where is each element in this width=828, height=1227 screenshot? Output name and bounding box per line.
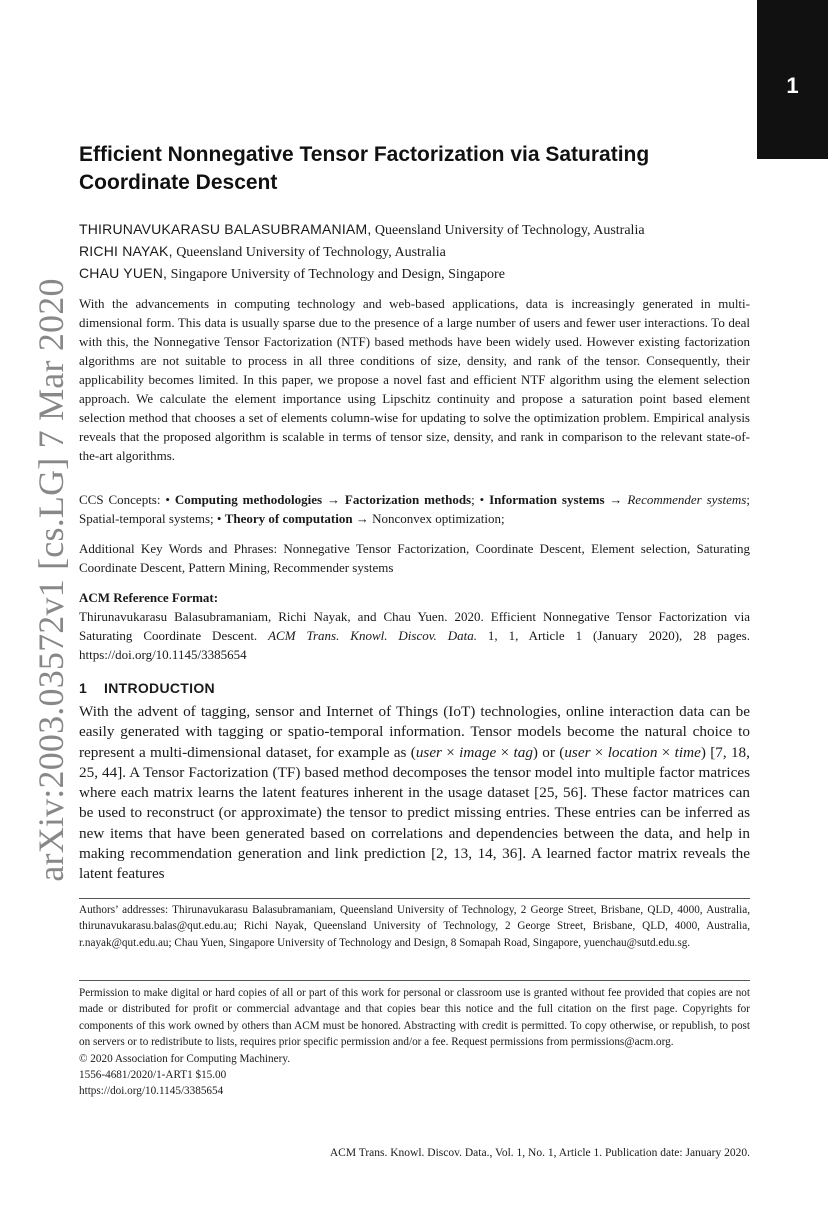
acm-reference-citation: Thirunavukarasu Balasubramaniam, Richi Nayak, and Chau Yuen. 2020. Efficient Nonnegative Tensor Factorization via Saturating Coordinate Descent. — [79, 609, 750, 643]
ccs-label: CCS Concepts: — [79, 492, 166, 507]
issn-line: 1556-4681/2020/1-ART1 $15.00 — [79, 1069, 227, 1082]
math-term: time — [674, 743, 701, 761]
ccs-concept-sub: Recommender systems — [627, 492, 747, 507]
keywords: Additional Key Words and Phrases: Nonnegative Tensor Factorization, Coordinate Descent, Element selection, Saturating Coordinate Descent, Pattern Mining, Recommender systems — [79, 541, 750, 575]
permission-notice: Permission to make digital or hard copies of all or part of this work for personal or classroom use is granted without fee provided that copies are not made or distributed for profit or commercial advantage and that copies bear this notice and the full citation on the first page. Copyrights for components of this work owned by others than ACM must be honored. Abstracting with credit is permitted. To copy otherwise, or republish, to post on servers or to redistribute to lists, requires prior specific permission and/or a fee. Request permissions from permissions@acm.org. — [79, 987, 750, 1049]
arxiv-identifier: arXiv:2003.03572v1 [cs.LG] 7 Mar 2020 — [31, 278, 71, 882]
author-affiliation: Queensland University of Technology, Australia — [371, 223, 645, 238]
math-times: × — [441, 743, 460, 761]
author-name: CHAU YUEN, — [79, 265, 168, 281]
acm-reference-text — [79, 607, 750, 664]
acm-reference-heading: ACM Reference Format: — [79, 590, 219, 605]
ccs-concept-rest: → Nonconvex optimization; — [352, 511, 505, 526]
author-name: THIRUNAVUKARASU BALASUBRAMANIAM, — [79, 221, 372, 237]
author-line — [79, 263, 759, 285]
math-term: user — [415, 743, 442, 761]
running-footer: ACM Trans. Knowl. Discov. Data., Vol. 1, No. 1, Article 1. Publication date: January 2020. — [329, 1147, 750, 1159]
ccs-concept-rest: ; Spatial-temporal systems; — [79, 492, 750, 526]
math-term: image — [459, 743, 497, 761]
math-term: tag — [513, 743, 533, 761]
math-times: × — [590, 743, 608, 761]
author-line — [79, 241, 759, 263]
ccs-concept-main: Information systems → — [489, 492, 623, 507]
section-number: 1 — [79, 680, 88, 696]
ccs-separator: ; — [471, 492, 480, 507]
doi-line: https://doi.org/10.1145/3385654 — [79, 1085, 224, 1098]
intro-text: With the advent of tagging, sensor and Internet of Things (IoT) technologies, online interaction data can be easily generated with tagging or spatio-temporal information. Tensor models become the natural choice to represent a multi-dimensional dataset, for example as ( — [79, 703, 750, 761]
author-affiliation: Queensland University of Technology, Australia — [172, 245, 446, 260]
permission-block — [79, 985, 750, 1100]
math-times: × — [657, 743, 675, 761]
page-number: 1 — [786, 73, 799, 98]
ccs-bullet: • — [479, 492, 490, 507]
intro-paragraph — [79, 702, 750, 885]
acm-reference-details: 1, 1, Article 1 (January 2020), 28 pages. https://doi.org/10.1145/3385654 — [79, 628, 750, 662]
math-times: × — [496, 743, 514, 761]
author-affiliation: Singapore University of Technology and Design, Singapore — [167, 267, 505, 282]
ccs-concept-main: Computing methodologies → Factorization methods — [174, 492, 472, 507]
section-heading — [79, 678, 215, 698]
acm-reference-journal: ACM Trans. Knowl. Discov. Data. — [268, 628, 477, 643]
paper-title: Efficient Nonnegative Tensor Factorization via Saturating Coordinate Descent — [79, 143, 650, 194]
section-title: INTRODUCTION — [104, 680, 215, 696]
authors-addresses: Authors’ addresses: Thirunavukarasu Balasubramaniam, Queensland University of Technology, 2 George Street, Brisbane, QLD, 4000, Australia, thirunavukarasu.balas@qut.edu.au; Richi Nayak, Queensland University of Technology, 2 George Street, Brisbane, QLD, 4000, Australia, r.nayak@qut.edu.au; Chau Yuen, Singapore University of Technology and Design, 8 Somapah Road, Singapore, yuenchau@sutd.edu.sg. — [79, 904, 750, 949]
page-number-tab — [757, 0, 828, 159]
author-list — [79, 219, 759, 285]
ccs-bullet: • — [165, 492, 175, 507]
author-line — [79, 219, 759, 241]
intro-text: ) [7, 18, 25, 44]. A Tensor Factorization (TF) based method decomposes the tensor model into multiple factor matrices where each matrix learns the latent features inherent in the usage dataset [25, 56]. These factor matrices can be used to reconstruct (or approximate) the tensor to predict missing entries. These entries can be inferred as new items that have been generated based on correlations and dependencies between the data, and help in making recommendation generation and link prediction [2, 13, 14, 36]. A learned factor matrix reveals the latent features — [79, 743, 750, 883]
abstract: With the advancements in computing technology and web-based applications, data is increasingly generated in multi-dimensional form. This data is usually sparse due to the presence of a large number of users and fewer user interactions. To deal with this, the Nonnegative Tensor Factorization (NTF) based methods have been widely used. However existing factorization algorithms are not suitable to process in all three conditions of size, density, and rank of the tensor. Consequently, their applicability becomes limited. In this paper, we propose a novel fast and efficient NTF algorithm using the element selection approach. We calculate the element importance using Lipschitz continuity and propose a saturation point based element selection method that chooses a set of elements column-wise for updating to solve the optimization problem. Empirical analysis reveals that the proposed algorithm is scalable in terms of tensor size, density, and rank in comparison to the relevant state-of-the-art algorithms. — [79, 296, 750, 463]
math-term: user — [564, 743, 591, 761]
permission-divider — [79, 980, 750, 981]
acm-reference — [79, 588, 750, 664]
author-name: RICHI NAYAK, — [79, 243, 173, 259]
footnote-divider — [79, 898, 750, 899]
intro-text: ) or ( — [532, 743, 565, 761]
copyright-line: © 2020 Association for Computing Machinery. — [79, 1052, 290, 1065]
ccs-bullet: • — [216, 511, 225, 526]
ccs-concept-main: Theory of computation — [224, 511, 353, 526]
ccs-concepts — [79, 490, 750, 528]
math-term: location — [607, 743, 658, 761]
